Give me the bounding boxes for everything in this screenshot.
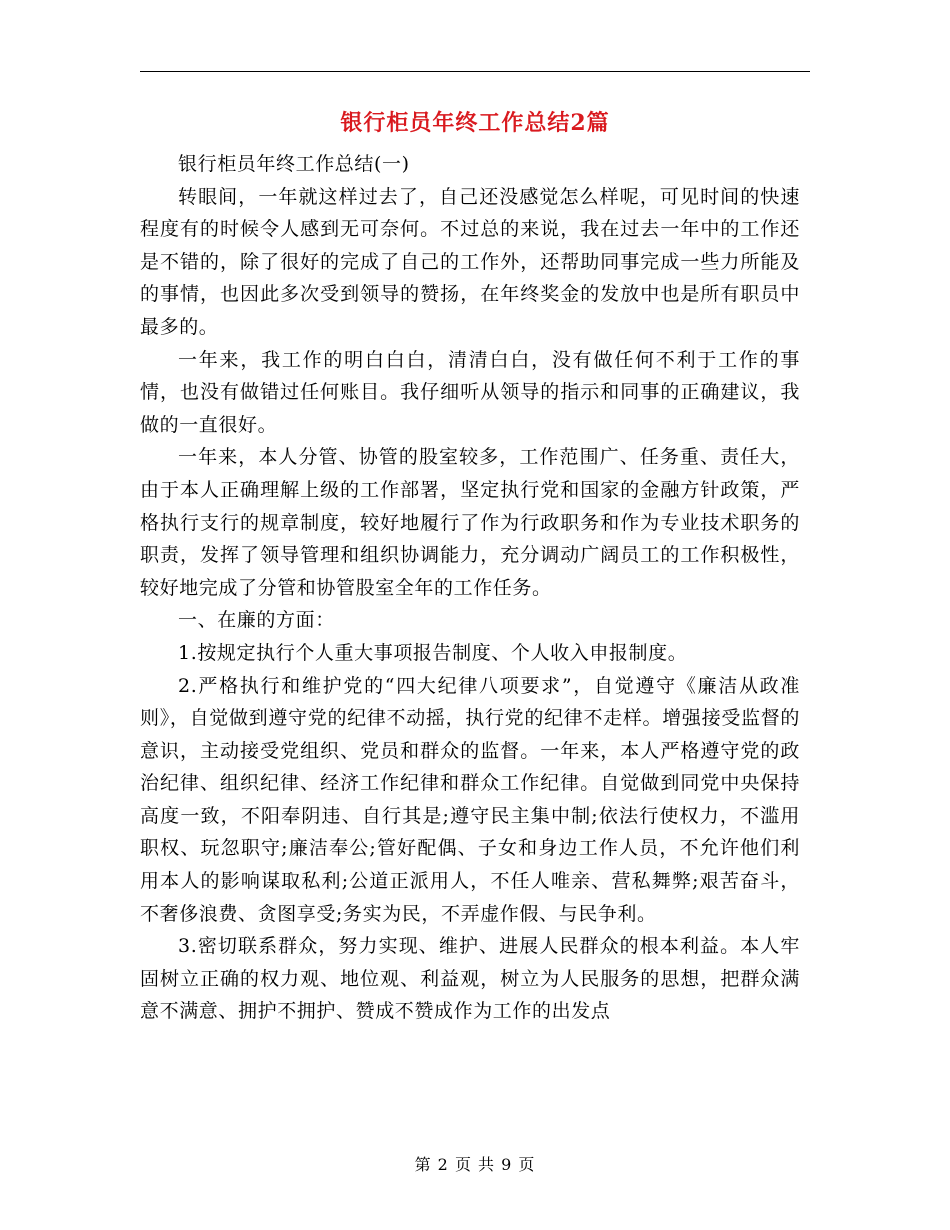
list-item: 1.按规定执行个人重大事项报告制度、个人收入申报制度。 [178, 641, 688, 664]
list-item: 2.严格执行和维护党的“四大纪律八项要求”，自觉遵守《廉洁从政准则》，自觉做到遵守党的纪律不动摇，执行党的纪律不走样。增强接受监督的意识，主动接受党组织、党员和群众的监督。一年来，本人严格遵守党的政治纪律、组织纪律、经济工作纪律和群众工作纪律。自觉做到同党中央保持高度一致，不阳奉阴违、自行其是;遵守民主集中制;依法行使权力，不滥用职权、玩忽职守;廉洁奉公;管好配偶、子女和身边工作人员，不允许他们利用本人的影响谋取私利;公道正派用人，不任人唯亲、营私舞弊;艰苦奋斗，不奢侈浪费、贪图享受;务实为民，不弄虚作假、与民争利。 [140, 674, 800, 925]
document-body [140, 148, 800, 1028]
page-number: 第 2 页 共 9 页 [414, 1155, 536, 1174]
subsection-heading: 一、在廉的方面： [178, 609, 335, 632]
paragraph: 一年来，本人分管、协管的股室较多，工作范围广、任务重、责任大，由于本人正确理解上级的工作部署，坚定执行党和国家的金融方针政策，严格执行支行的规章制度，较好地履行了作为行政职务和作为专业技术职务的职责，发挥了领导管理和组织协调能力，充分调动广阔员工的工作积极性，较好地完成了分管和协管股室全年的工作任务。 [140, 446, 800, 599]
paragraph: 一年来，我工作的明白白白，清清白白，没有做任何不利于工作的事情，也没有做错过任何账目。我仔细听从领导的指示和同事的正确建议，我做的一直很好。 [140, 348, 800, 436]
list-item: 3.密切联系群众，努力实现、维护、进展人民群众的根本利益。本人牢固树立正确的权力观、地位观、利益观，树立为人民服务的思想，把群众满意不满意、拥护不拥护、赞成不赞成作为工作的出发点 [140, 935, 800, 1023]
document-title: 银行柜员年终工作总结2篇 [340, 110, 610, 136]
paragraph: 转眼间，一年就这样过去了，自己还没感觉怎么样呢，可见时间的快速程度有的时候令人感到无可奈何。不过总的来说，我在过去一年中的工作还是不错的，除了很好的完成了自己的工作外，还帮助同事完成一些力所能及的事情，也因此多次受到领导的赞扬，在年终奖金的发放中也是所有职员中最多的。 [140, 185, 800, 338]
header-rule [140, 71, 810, 72]
section-heading: 银行柜员年终工作总结(一) [178, 153, 410, 175]
